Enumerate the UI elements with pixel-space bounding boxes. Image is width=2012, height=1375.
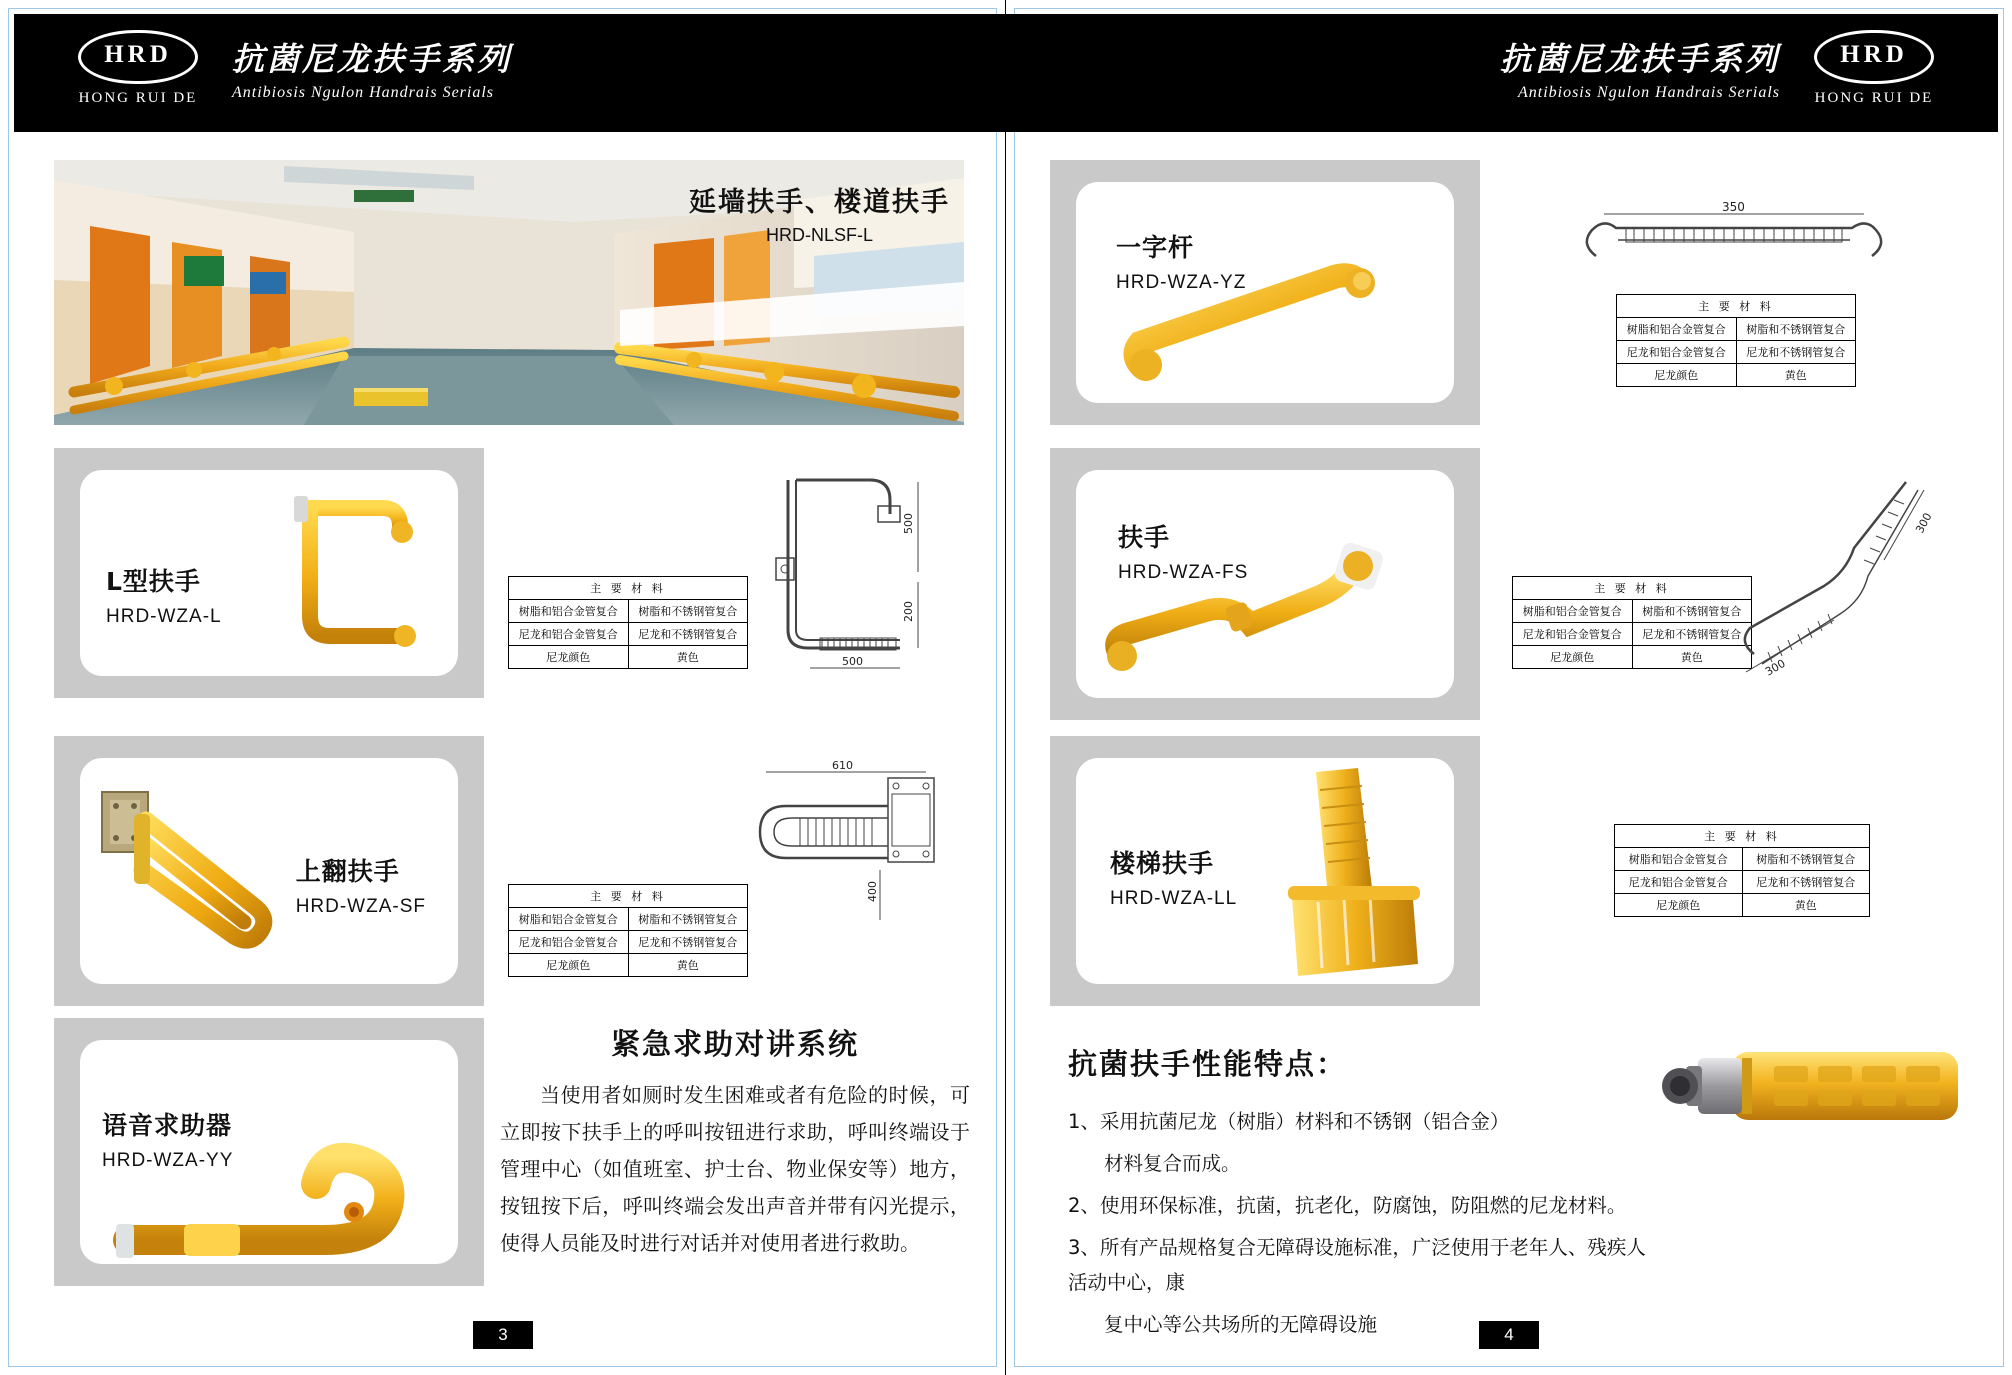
mt-cell: 树脂和铝合金管复合 [509,600,629,623]
mt-cell: 黄色 [1632,646,1752,669]
mt-cell: 尼龙和铝合金管复合 [509,931,629,954]
mt-header: 主 要 材 料 [1513,577,1752,600]
mt-cell: 尼龙和铝合金管复合 [1617,341,1737,364]
article-block [500,1022,970,1262]
header-title-en: Antibiosis Ngulon Handrais Serials [232,84,495,102]
voice-help-device-photo-icon [88,1128,448,1258]
handrail-end-detail-photo-icon [1646,1028,1966,1148]
product-panel-straight [1050,160,1480,425]
drawing-panel-straight [1486,160,1968,425]
logo-text: HRD [104,41,172,68]
product-card-flip-up [80,758,458,984]
product-text-stair [1110,844,1237,910]
banner-title: 延墙扶手、楼道扶手 [689,187,950,218]
mt-cell: 黄色 [628,646,748,669]
material-table-handrail [1512,576,1752,669]
mt-cell: 尼龙颜色 [1615,894,1743,917]
header-titles-left [232,40,512,102]
banner-code: HRD-NLSF-L [765,225,873,245]
material-table-straight [1616,294,1856,387]
mt-cell: 树脂和铝合金管复合 [1513,600,1633,623]
header-title-cn: 抗菌尼龙扶手系列 [232,40,513,78]
features-list [1068,1105,1658,1342]
feature-item: 2、使用环保标准，抗菌，抗老化，防腐蚀，防阻燃的尼龙材料。 [1068,1194,1627,1218]
mt-cell: 尼龙和不锈钢管复合 [1736,341,1856,364]
mt-header: 主 要 材 料 [509,885,748,908]
product-card-handrail [1076,470,1454,698]
features-block [1068,1042,1658,1350]
mt-cell: 树脂和不锈钢管复合 [628,600,748,623]
angled-dimension-drawing [1728,464,1958,694]
drawing-panel-handrail [1486,448,1968,720]
material-table-l-type [508,576,748,669]
header-title-en: Antibiosis Ngulon Handrais Serials [1517,84,1780,102]
product-code: HRD-WZA-LL [1110,888,1238,909]
logo-left [62,28,214,118]
dim-label: 500 [842,655,863,668]
dim-label: 300 [1913,510,1935,536]
product-title: 楼梯扶手 [1110,849,1215,878]
product-title: 上翻扶手 [295,857,400,886]
mt-header: 主 要 材 料 [1617,295,1856,318]
mt-cell: 尼龙和铝合金管复合 [509,623,629,646]
product-title: 语音求助器 [102,1111,233,1140]
page-number-left: 3 [473,1321,533,1349]
mt-cell: 树脂和不锈钢管复合 [1736,318,1856,341]
banner-label [689,180,950,246]
article-paragraph: 当使用者如厕时发生困难或者有危险的时候，可立即按下扶手上的呼叫按钮进行求助，呼叫终端设于管理中心（如值班室、护士台、物业保安等）地方，按钮按下后，呼叫终端会发出声音并带有闪光提示，使得人员能及时进行对话并对使用者进行救助。 [500,1083,970,1255]
product-panel-stair [1050,736,1480,1006]
header-titles-right [1500,40,1780,102]
product-title: L型扶手 [106,567,201,596]
mt-cell: 树脂和不锈钢管复合 [1632,600,1752,623]
product-code: HRD-WZA-YY [102,1150,234,1171]
logo-right [1798,28,1950,118]
mt-cell: 树脂和铝合金管复合 [509,908,629,931]
flip-up-dimension-drawing [740,760,950,960]
mt-cell: 树脂和铝合金管复合 [1615,848,1743,871]
dim-label: 350 [1722,200,1745,214]
page-number-right: 4 [1479,1321,1539,1349]
page-right [1006,0,2012,1375]
mt-cell: 黄色 [1742,894,1870,917]
product-code: HRD-WZA-YZ [1116,272,1247,293]
product-card-voice [80,1040,458,1264]
header-left [14,14,1005,132]
dim-label: 400 [866,881,879,902]
header-title-cn: 抗菌尼龙扶手系列 [1499,40,1780,78]
header-right [1006,14,1998,132]
product-title: 扶手 [1118,523,1171,552]
product-card-stair [1076,758,1454,984]
drawing-panel-l-type [490,448,964,698]
feature-item: 1、采用抗菌尼龙（树脂）材料和不锈钢（铝合金） [1068,1110,1510,1133]
dim-label: 610 [832,760,853,772]
dim-label: 500 [902,513,915,534]
mt-cell: 尼龙颜色 [1617,364,1737,387]
material-table-stair [1614,824,1870,917]
dim-label: 200 [902,601,915,622]
product-title: 一字杆 [1116,233,1195,262]
banner-photo [54,160,964,425]
product-panel-l-type [54,448,484,698]
drawing-panel-stair [1486,736,1968,1006]
product-card-l-type [80,470,458,676]
straight-handrail-photo-icon [1106,259,1426,389]
stair-handrail-photo-icon [1262,768,1442,978]
mt-cell: 尼龙颜色 [509,646,629,669]
logo-subtext: HONG RUI DE [78,90,198,106]
feature-item: 材料复合而成。 [1104,1152,1241,1176]
mt-cell: 尼龙和铝合金管复合 [1513,623,1633,646]
mt-header: 主 要 材 料 [1615,825,1870,848]
features-heading: 抗菌扶手性能特点： [1068,1047,1348,1081]
mt-cell: 尼龙颜色 [509,954,629,977]
l-handrail-photo-icon [250,486,440,666]
mt-cell: 尼龙和不锈钢管复合 [628,931,748,954]
material-table-flip-up [508,884,748,977]
mt-cell: 尼龙和铝合金管复合 [1615,871,1743,894]
mt-cell: 树脂和不锈钢管复合 [628,908,748,931]
article-heading: 紧急求助对讲系统 [610,1027,859,1061]
mt-cell: 黄色 [1736,364,1856,387]
feature-item: 复中心等公共场所的无障碍设施 [1104,1312,1378,1336]
drawing-panel-flip-up [490,736,964,1006]
product-code: HRD-WZA-SF [295,896,426,917]
product-panel-flip-up [54,736,484,1006]
mt-cell: 尼龙和不锈钢管复合 [1742,871,1870,894]
product-code: HRD-WZA-L [106,606,222,627]
logo-text: HRD [1840,41,1908,68]
dim-label: 300 [1763,656,1788,679]
product-card-straight [1076,182,1454,403]
mt-cell: 黄色 [628,954,748,977]
mt-cell: 尼龙和不锈钢管复合 [1632,623,1752,646]
mt-cell: 树脂和不锈钢管复合 [1742,848,1870,871]
product-panel-handrail [1050,448,1480,720]
product-panel-voice [54,1018,484,1286]
product-text-flip-up [296,852,426,918]
l-handrail-dimension-drawing [750,462,950,684]
straight-dimension-drawing [1574,194,1894,284]
product-text-l-type [106,562,222,628]
mt-cell: 尼龙颜色 [1513,646,1633,669]
mt-cell: 树脂和铝合金管复合 [1617,318,1737,341]
angled-handrail-photo-icon [1092,538,1438,688]
mt-cell: 尼龙和不锈钢管复合 [628,623,748,646]
product-code: HRD-WZA-FS [1118,562,1249,583]
mt-header: 主 要 材 料 [509,577,748,600]
feature-item: 3、所有产品规格复合无障碍设施标准，广泛使用于老年人、残疾人活动中心，康 [1068,1236,1646,1294]
logo-subtext: HONG RUI DE [1814,90,1934,106]
flip-up-handrail-photo-icon [94,774,294,974]
